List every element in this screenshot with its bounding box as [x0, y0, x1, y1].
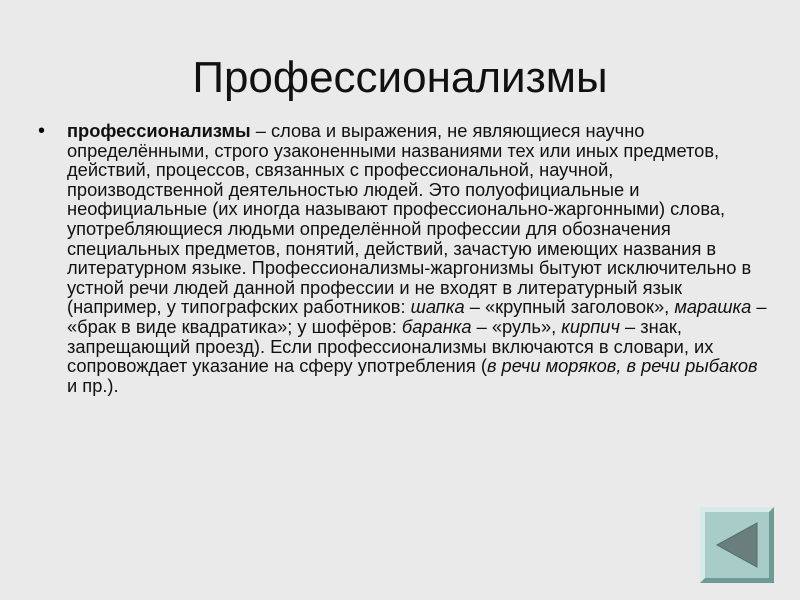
example-marashka: марашка [674, 296, 752, 318]
example-shapka: шапка [410, 296, 465, 318]
slide-title: Профессионализмы [192, 53, 608, 102]
text-part-2: – «крупный заголовок», [464, 296, 675, 318]
text-part-6: и пр.). [67, 374, 119, 396]
example-kirpich: кирпич [561, 315, 620, 337]
text-part-1: – слова и выражения, не являющиеся научно определёнными, строго узаконенными названиями тех или иных предметов, действий, процессов, связанных с профессиональной, научной, производственной деятельностью людей. Это полуофициальные и неофициальные (их иногда называют профессионально-жаргонными) слова, употребляющиеся людьми определённой профессии для обозначения специальных предметов, понятий, действий, зачастую имеющих названия в литературном языке. Профессионализмы-жаргонизмы бытуют исключительно в устной речи людей данной профессии и не входят в литературный язык (например, у типографских работников: [67, 120, 752, 318]
back-arrow-icon [705, 512, 769, 578]
back-button[interactable] [700, 507, 774, 583]
text-part-4: – «руль», [471, 315, 562, 337]
text-part-5: – знак, запрещающий проезд). Если профессионализмы включаются в словари, их сопровождает указание на сферу употребления ( [67, 315, 714, 377]
definition-paragraph [67, 121, 767, 395]
example-usage-sphere: в речи моряков, в речи рыбаков [486, 355, 758, 377]
text-part-3: – «брак в виде квадратика»; у шофёров: [67, 296, 767, 337]
bullet-marker: • [38, 120, 46, 142]
term-bold: профессионализмы [67, 120, 251, 141]
slide-body [38, 120, 767, 396]
example-baranka: баранка [401, 315, 472, 337]
